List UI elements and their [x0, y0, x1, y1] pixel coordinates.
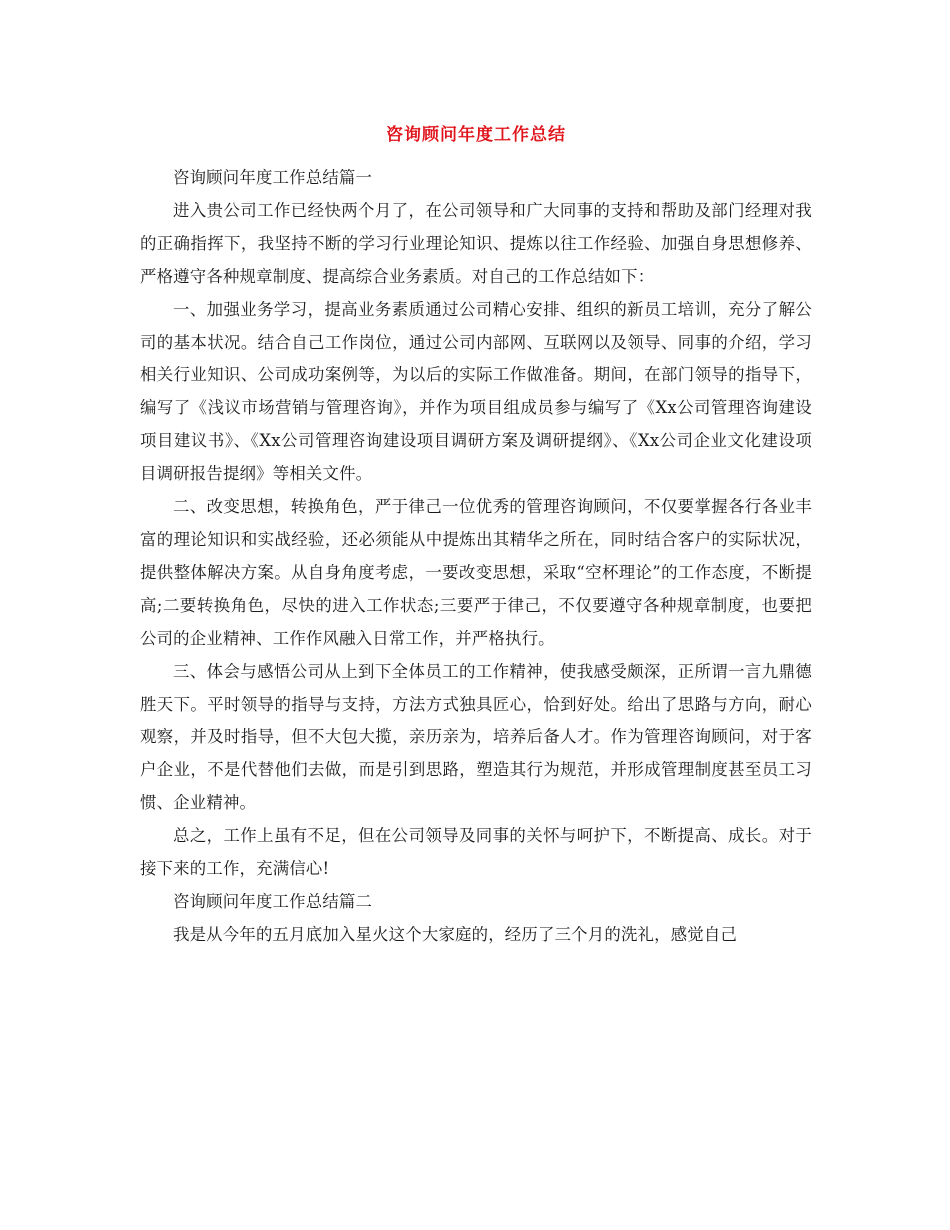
paragraph: 进入贵公司工作已经快两个月了，在公司领导和广大同事的支持和帮助及部门经理对我的正确指挥下，我坚持不断的学习行业理论知识、提炼以往工作经验、加强自身思想修养、严格遵守各种规章制度、提高综合业务素质。对自己的工作总结如下：	[140, 200, 812, 286]
paragraph: 三、体会与感悟公司从上到下全体员工的工作精神，使我感受颇深，正所谓一言九鼎德胜天下。平时领导的指导与支持，方法方式独具匠心，恰到好处。给出了思路与方向，耐心观察，并及时指导，但不大包大揽，亲历亲为，培养后备人才。作为管理咨询顾问，对于客户企业，不是代替他们去做，而是引到思路，塑造其行为规范，并形成管理制度甚至员工习惯、企业精神。	[140, 661, 812, 813]
paragraph: 一、加强业务学习，提高业务素质通过公司精心安排、组织的新员工培训，充分了解公司的基本状况。结合自己工作岗位，通过公司内部网、互联网以及领导、同事的介绍，学习相关行业知识、公司成功案例等，为以后的实际工作做准备。期间，在部门领导的指导下，编写了《浅议市场营销与管理咨询》，并作为项目组成员参与编写了《Xx公司管理咨询建设项目建议书》、《Xx公司管理咨询建设项目调研方案及调研提纲》、《Xx公司企业文化建设项目调研报告提纲》等相关文件。	[140, 299, 812, 484]
section-heading: 咨询顾问年度工作总结篇一	[173, 168, 373, 187]
section-heading: 咨询顾问年度工作总结篇二	[173, 891, 373, 911]
document-body	[140, 162, 812, 952]
paragraph: 总之，工作上虽有不足，但在公司领导及同事的关怀与呵护下，不断提高、成长。对于接下来的工作，充满信心!	[140, 826, 812, 879]
paragraph: 二、改变思想，转换角色，严于律己一位优秀的管理咨询顾问，不仅要掌握各行各业丰富的理论知识和实战经验，还必须能从中提炼出其精华之所在，同时结合客户的实际状况，提供整体解决方案。从自身角度考虑，一要改变思想，采取“空杯理论”的工作态度，不断提高;二要转换角色，尽快的进入工作状态;三要严于律己，不仅要遵守各种规章制度，也要把公司的企业精神、工作作风融入日常工作，并严格执行。	[140, 497, 812, 648]
paragraph: 我是从今年的五月底加入星火这个大家庭的，经历了三个月的洗礼，感觉自己	[173, 924, 738, 944]
document-title: 咨询顾问年度工作总结	[386, 125, 566, 145]
